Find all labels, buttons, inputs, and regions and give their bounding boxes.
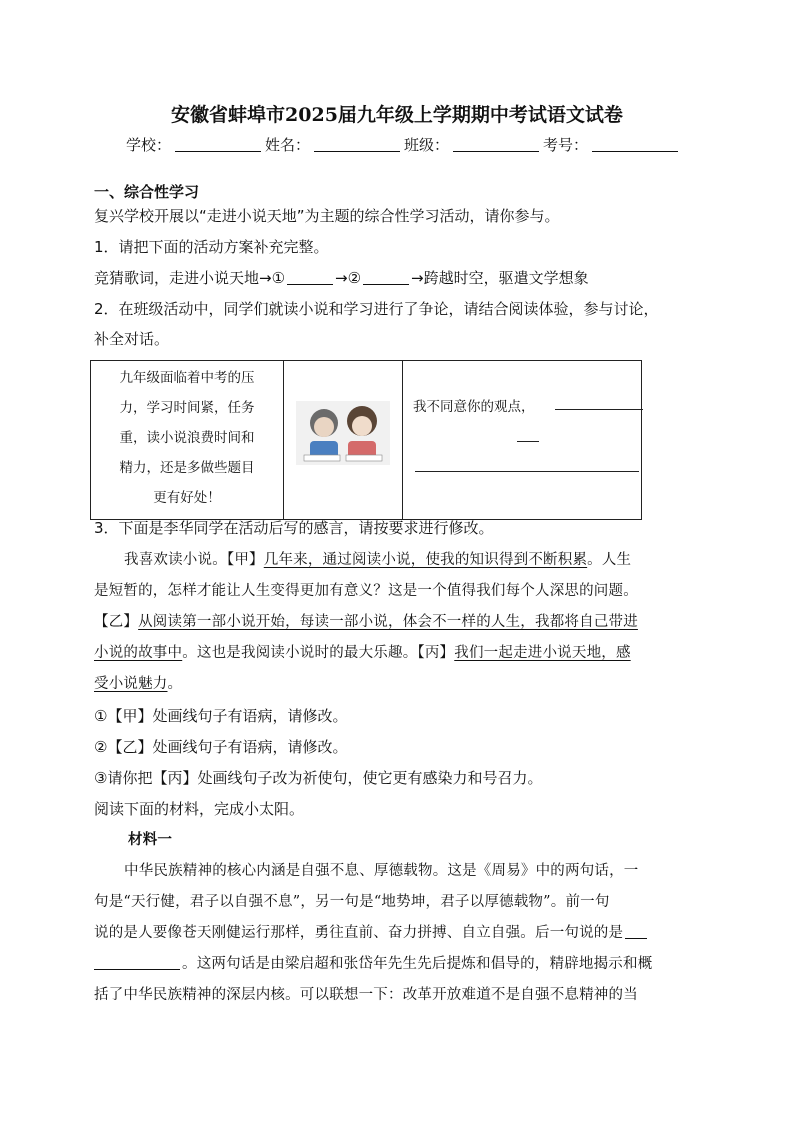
class-label: 班级：	[404, 136, 450, 154]
dialog-table	[90, 360, 642, 520]
plan-part-b: →②	[335, 269, 362, 287]
question-3: 3．下面是李华同学在活动后写的感言，请按要求进行修改。	[94, 519, 494, 537]
dialog-left-line: 重，读小说浪费时间和	[119, 430, 255, 446]
sub-question-3: ③请你把【丙】处画线句子改为祈使句，使它更有感染力和号召力。	[94, 769, 543, 787]
passage-text: 我喜欢读小说。【甲】	[124, 552, 264, 568]
material-line-5: 括了中华民族精神的深层内核。可以联想一下：改革开放难道不是自强不息精神的当	[94, 987, 638, 1003]
section-heading: 一、综合性学习	[94, 183, 200, 201]
passage-line-3	[94, 612, 706, 632]
material-text: 说的是人要像苍天刚健运行那样，勇往直前、奋力拼搏、自立自强。后一句说的是	[94, 925, 624, 941]
question-2-line-1: 2．在班级活动中，同学们就读小说和学习进行了争论，请结合阅读体验，参与讨论，	[94, 300, 659, 318]
passage-underline-yi-end: 小说的故事中	[94, 645, 183, 661]
dialog-left-line: 精力，还是多做些题目	[119, 460, 255, 476]
passage-text: 【乙】	[94, 614, 139, 630]
passage-text: 。	[167, 676, 183, 692]
passage-underline-jia: 几年来，通过阅读小说，使我的知识得到不断积累	[263, 552, 588, 568]
passage-line-1	[94, 550, 706, 570]
reading-instruction: 阅读下面的材料，完成小太阳。	[94, 800, 305, 818]
passage-line-4	[94, 643, 706, 663]
passage-line-5	[94, 674, 706, 694]
question-1: 1．请把下面的活动方案补充完整。	[94, 238, 329, 256]
passage-line-2: 是短暂的，怎样才能让人生变得更加有意义？这是一个值得我们每个人深思的问题。	[94, 583, 638, 599]
material-line-3	[94, 923, 706, 943]
name-blank[interactable]	[314, 137, 400, 152]
answer-line-1[interactable]	[555, 409, 643, 410]
passage-underline-yi: 从阅读第一部小说开始，每读一部小说，体会不一样的人生，我都将自己带进	[138, 614, 638, 630]
school-label: 学校：	[126, 136, 172, 154]
plan-part-a: 竞猜歌词，走进小说天地→①	[94, 269, 286, 287]
answer-line-3[interactable]	[415, 471, 639, 472]
passage-underline-bing-end: 受小说魅力	[94, 676, 168, 692]
dialog-left-line: 更有好处！	[153, 490, 221, 506]
number-blank[interactable]	[592, 137, 678, 152]
passage-text: 。这也是我阅读小说时的最大乐趣。【丙】	[182, 645, 455, 661]
dialog-image-cell	[284, 361, 403, 520]
number-label: 考号：	[543, 136, 589, 154]
material-blank-end[interactable]	[94, 955, 180, 970]
dialog-right-text: 我不同意你的观点，	[413, 399, 535, 415]
material-blank-start[interactable]	[625, 924, 647, 939]
dialog-left-line: 力，学习时间紧，任务	[119, 400, 255, 416]
passage-underline-bing: 我们一起走进小说天地，感	[454, 645, 631, 661]
school-blank[interactable]	[175, 137, 261, 152]
material-line-2: 句是“天行健，君子以自强不息”，另一句是“地势坤，君子以厚德载物”。前一句	[94, 894, 610, 910]
material-title: 材料一	[128, 831, 173, 848]
name-label: 姓名：	[265, 136, 311, 154]
material-line-1: 中华民族精神的核心内涵是自强不息、厚德载物。这是《周易》中的两句话，一	[124, 863, 639, 879]
dialog-left-line: 九年级面临着中考的压	[119, 370, 255, 386]
plan-blank-1[interactable]	[287, 270, 333, 285]
material-text: 。这两句话是由梁启超和张岱年先生先后提炼和倡导的，精辟地揭示和概	[182, 956, 653, 972]
plan-part-c: →跨越时空，驱遣文学想象	[411, 269, 589, 287]
material-line-4	[94, 954, 706, 974]
plan-blank-2[interactable]	[363, 270, 409, 285]
answer-line-2[interactable]	[517, 441, 539, 442]
dialog-right-cell	[403, 361, 642, 520]
student-info-row	[126, 134, 682, 155]
question-2-line-2: 补全对话。	[94, 330, 170, 348]
page-title: 安徽省蚌埠市2025届九年级上学期期中考试语文试卷	[171, 104, 623, 126]
section-intro: 复兴学校开展以“走进小说天地”为主题的综合性学习活动，请你参与。	[94, 207, 560, 225]
sub-question-1: ①【甲】处画线句子有语病，请修改。	[94, 707, 348, 725]
passage-text: 。人生	[587, 552, 632, 568]
dialog-left-cell	[91, 361, 284, 520]
students-discussing-icon	[284, 361, 402, 515]
sub-question-2: ②【乙】处画线句子有语病，请修改。	[94, 738, 348, 756]
question-1-plan	[94, 268, 706, 288]
class-blank[interactable]	[453, 137, 539, 152]
